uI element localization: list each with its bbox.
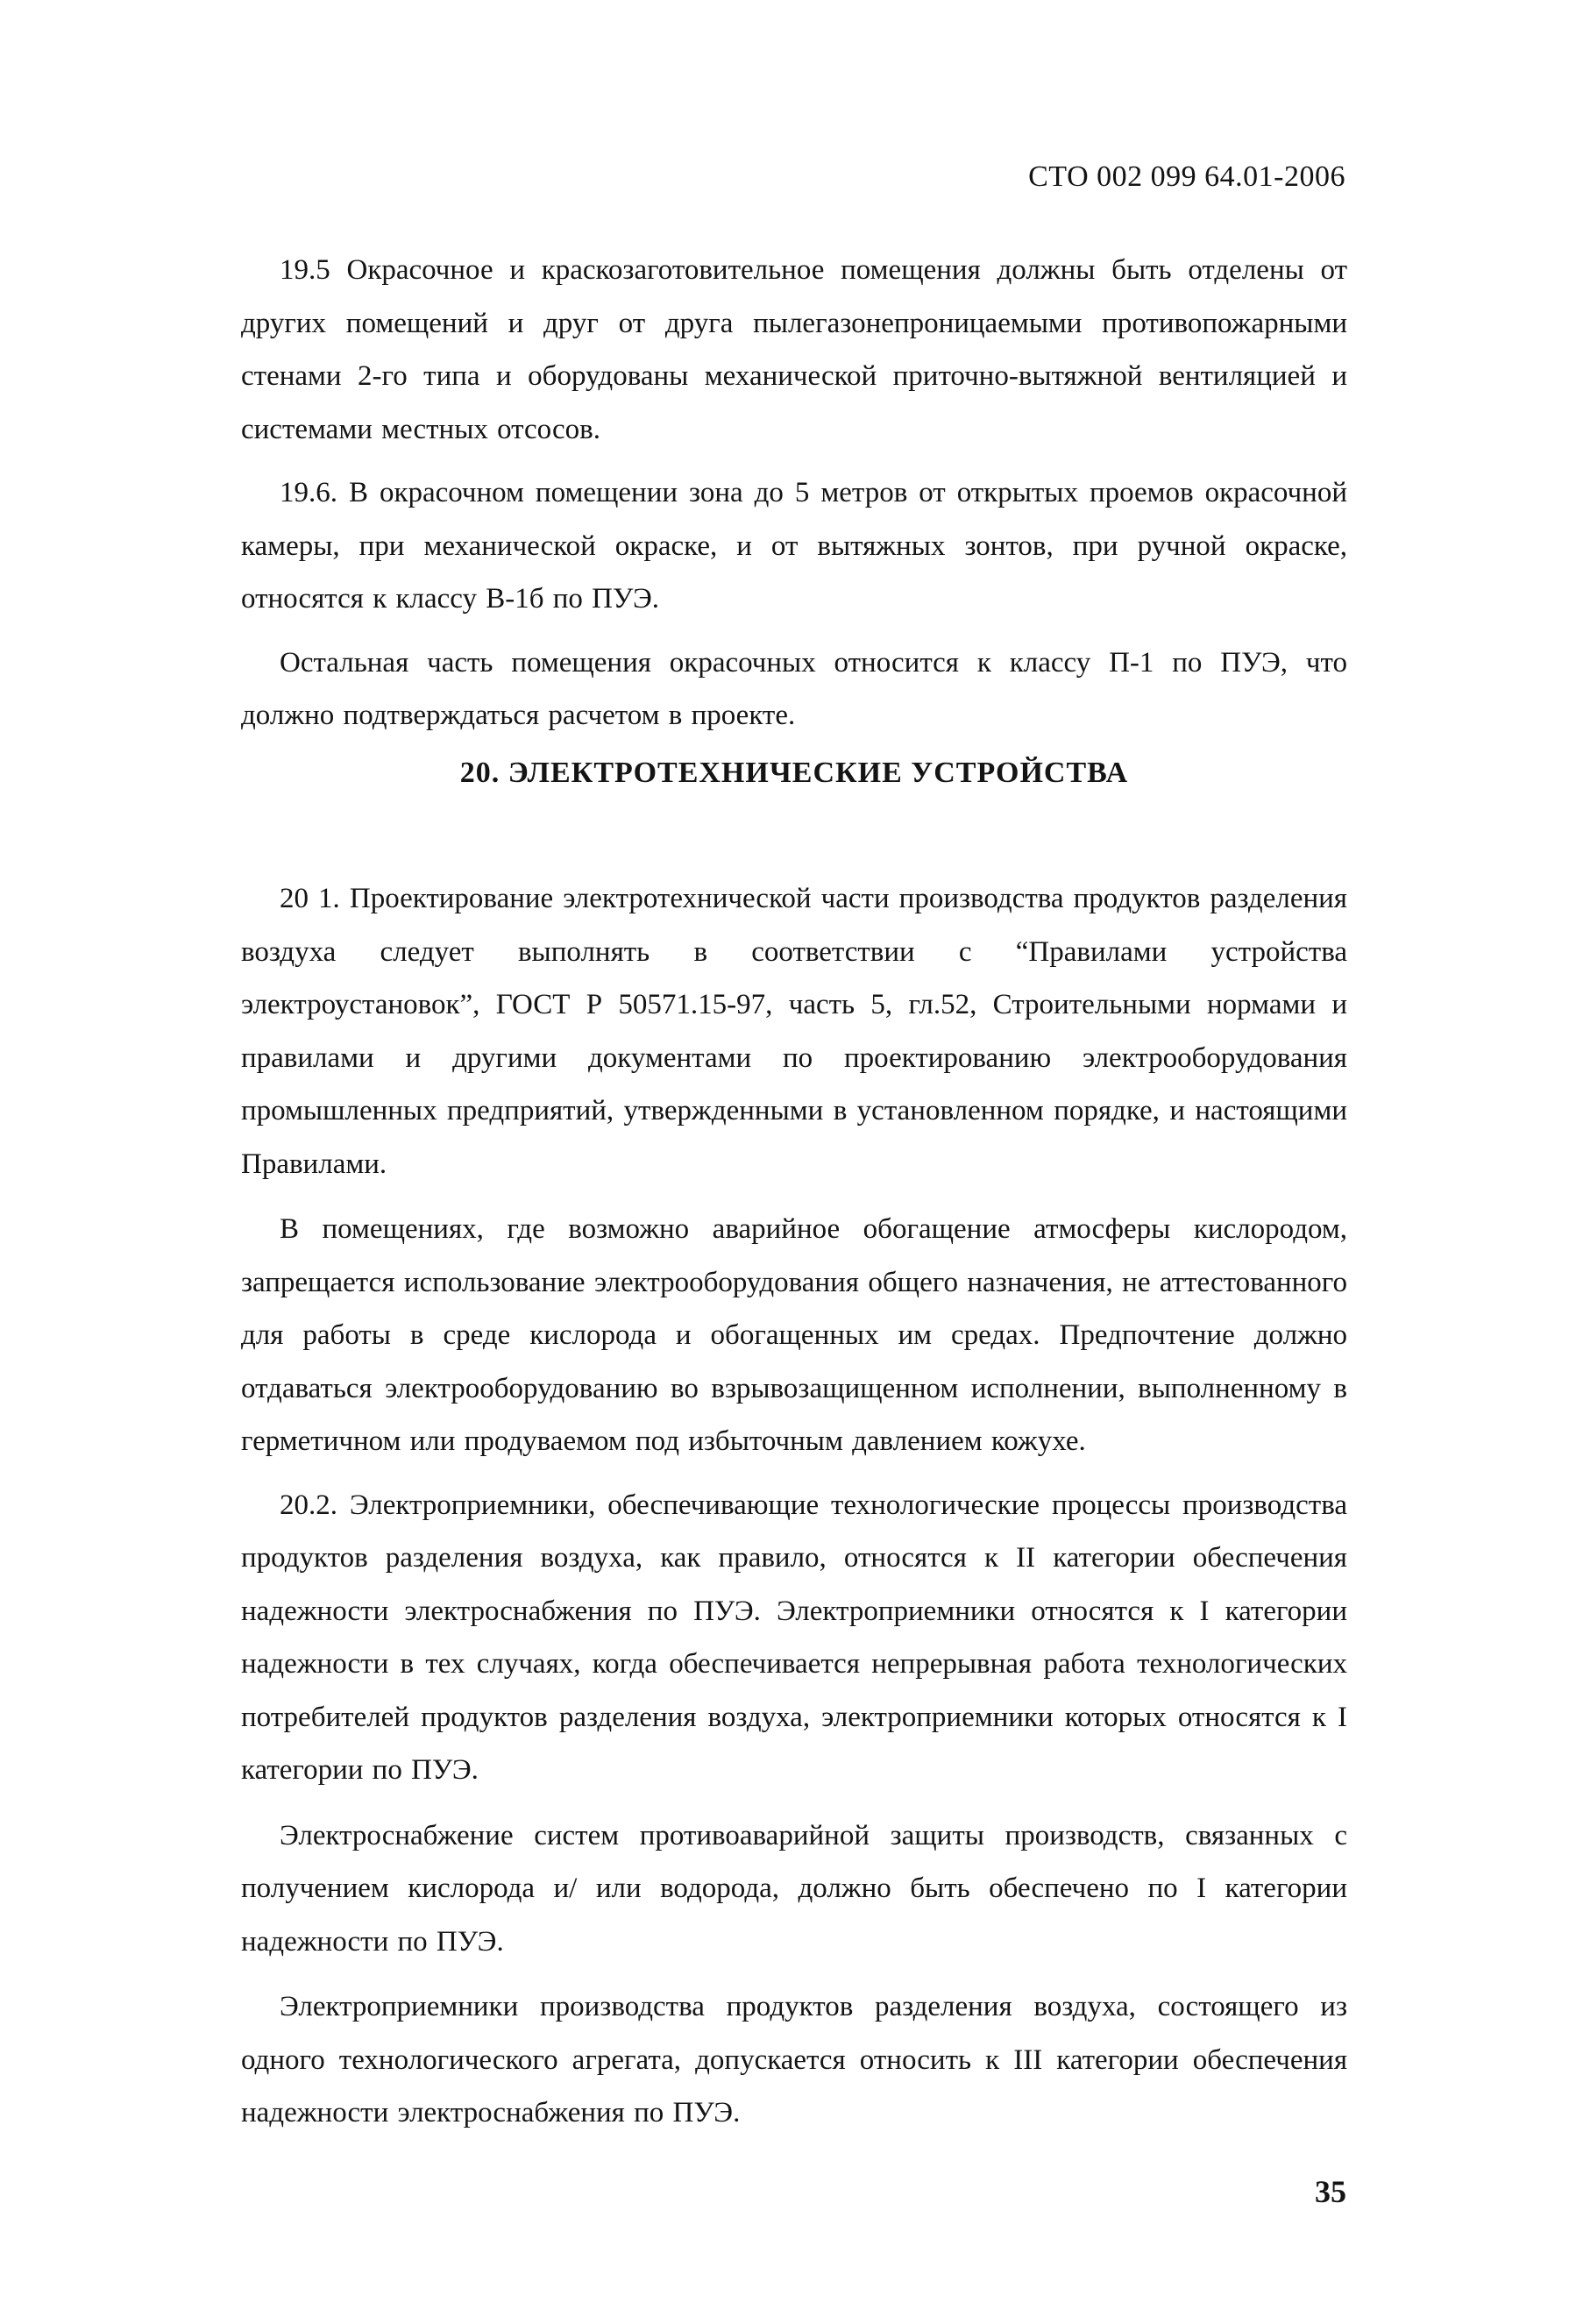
paragraph-19-5: 19.5 Окрасочное и краскозаготовительное помещения должны быть отделены от других помещений и друг от друга пылегазонепроницаемыми противопожарными стенами 2-го типа и оборудованы механической приточно-вытяжной вентиляцией и системами местных отсосов. bbox=[241, 254, 1347, 445]
paragraph-19-6-continuation: Остальная часть помещения окрасочных относится к классу П-1 по ПУЭ, что должно подтверждаться расчетом в проекте. bbox=[241, 646, 1347, 731]
page-number: 35 bbox=[1315, 2174, 1346, 2209]
paragraph-19-6: 19.6. В окрасочном помещении зона до 5 метров от открытых проемов окрасочной камеры, при механической окраске, и от вытяжных зонтов, при ручной окраске, относятся к классу В-1б по ПУЭ. bbox=[241, 477, 1347, 615]
paragraph-20-2: 20.2. Электроприемники, обеспечивающие технологические процессы производства продуктов разделения воздуха, как правило, относятся к II категории обеспечения надежности электроснабжения по ПУЭ. Электроприемники относятся к I категории надежности в тех случаях, когда обеспечивается непрерывная работа технологических потребителей продуктов разделения воздуха, электроприемники которых относятся к I категории по ПУЭ. bbox=[241, 1489, 1347, 1786]
paragraph-20-2-protection: Электроснабжение систем противоаварийной защиты производств, связанных с получением кислорода и/ или водорода, должно быть обеспечено по I категории надежности по ПУЭ. bbox=[241, 1819, 1347, 1958]
section-19-text bbox=[241, 244, 1347, 743]
document-code: СТО 002 099 64.01-2006 bbox=[1028, 160, 1345, 193]
section-20-heading: 20. ЭЛЕКТРОТЕХНИЧЕСКИЕ УСТРОЙСТВА bbox=[459, 757, 1129, 789]
paragraph-20-1: 20 1. Проектирование электротехнической части производства продуктов разделения воздуха следует выполнять в соответствии с “Правилами устройства электроустановок”, ГОСТ Р 50571.15-97, часть 5, гл.52, Строительными нормами и правилами и другими документами по проектированию электрооборудования промышленных предприятий, утвержденными в установленном порядке, и настоящими Правилами. bbox=[241, 883, 1347, 1180]
paragraph-20-1-oxygen: В помещениях, где возможно аварийное обогащение атмосферы кислородом, запрещается использование электрооборудования общего назначения, не аттестованного для работы в среде кислорода и обогащенных им средах. Предпочтение должно отдаваться электрооборудованию во взрывозащищенном исполнении, выполненному в герметичном или продуваемом под избыточным давлением кожухе. bbox=[241, 1213, 1347, 1457]
section-20-text bbox=[241, 872, 1347, 2140]
paragraph-20-2-single-unit: Электроприемники производства продуктов разделения воздуха, состоящего из одного технологического агрегата, допускается относить к III категории обеспечения надежности электроснабжения по ПУЭ. bbox=[241, 1991, 1347, 2129]
